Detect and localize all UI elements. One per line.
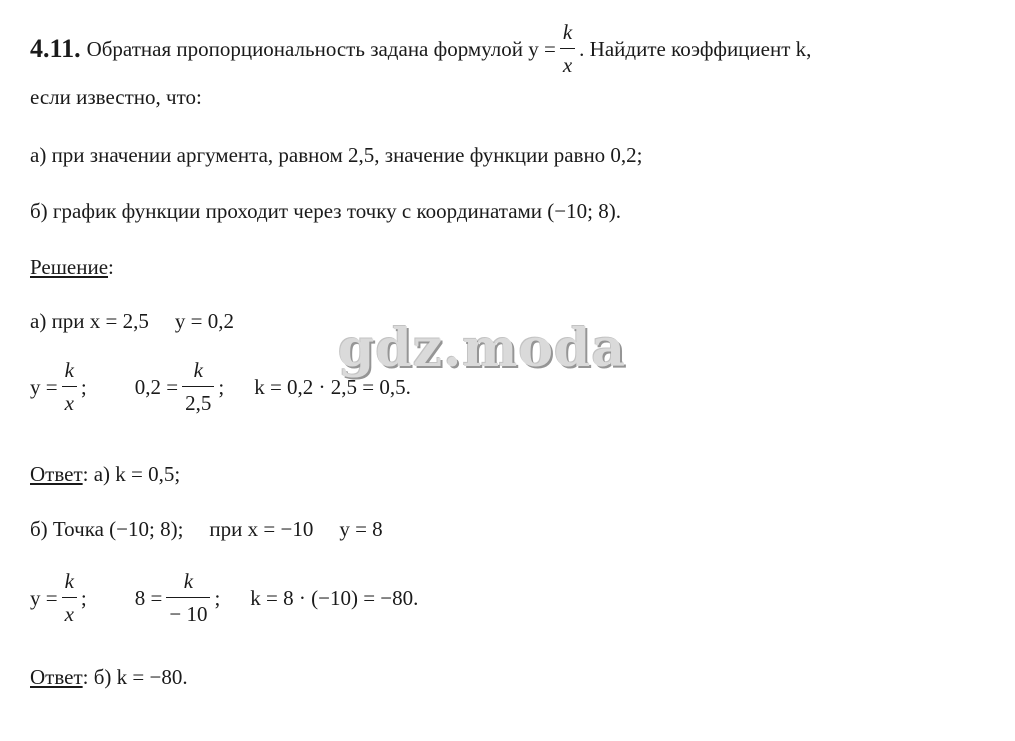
solution-b-given-x: при x = −10	[209, 517, 314, 541]
answer-b-label: Ответ	[30, 665, 83, 689]
answer-b	[30, 665, 188, 690]
problem-formula-fraction	[560, 22, 575, 76]
answer-a	[30, 462, 180, 487]
fraction-numerator: k	[64, 569, 74, 593]
solution-b-eq3: k = 8 · (−10) = −80.	[250, 585, 419, 610]
solution-a-eq2-fraction	[182, 360, 214, 414]
answer-b-text: : б) k = −80.	[82, 665, 188, 689]
solution-a-eq1-fraction	[62, 360, 77, 414]
fraction-bar	[62, 386, 77, 387]
solution-b-eq1-fraction	[62, 571, 77, 625]
solution-b-eq1-sep: ;	[80, 585, 87, 610]
answer-a-label: Ответ	[30, 462, 83, 486]
solution-b-given	[30, 517, 383, 542]
fraction-numerator: k	[193, 358, 203, 382]
problem-text-before: Обратная пропорциональность задана формулой y =	[86, 36, 556, 61]
fraction-denominator: x	[562, 53, 573, 77]
fraction-denominator: x	[64, 602, 74, 626]
problem-line-1	[30, 22, 811, 76]
solution-b-equations	[30, 571, 418, 625]
fraction-bar	[62, 597, 77, 598]
problem-text-after: . Найдите коэффициент k,	[579, 36, 812, 61]
solution-heading	[30, 255, 114, 280]
solution-a-given-y: y = 0,2	[174, 309, 234, 333]
fraction-bar	[166, 597, 210, 598]
problem-number: 4.11.	[30, 34, 81, 63]
problem-condition-intro: если известно, что:	[30, 85, 202, 109]
fraction-bar	[560, 48, 575, 49]
fraction-numerator: k	[562, 20, 573, 44]
problem-line-2	[30, 85, 202, 110]
solution-a-eq2-left: 0,2 =	[134, 374, 179, 399]
solution-a-given	[30, 309, 234, 334]
solution-b-given-point: б) Точка (−10; 8);	[30, 517, 184, 541]
solution-heading-colon: :	[108, 255, 114, 279]
problem-part-b	[30, 199, 621, 224]
fraction-numerator: k	[183, 569, 194, 593]
solution-a-eq3: k = 0,2 · 2,5 = 0,5.	[254, 374, 411, 399]
solution-heading-label: Решение	[30, 255, 109, 279]
answer-a-text: : а) k = 0,5;	[82, 462, 181, 486]
solution-b-eq2-fraction	[166, 571, 210, 625]
solution-a-given-x: а) при x = 2,5	[30, 309, 149, 333]
solution-a-eq2-sep: ;	[218, 374, 225, 399]
watermark-logo: gdz.moda	[338, 318, 627, 379]
fraction-denominator: − 10	[169, 602, 208, 626]
solution-b-given-y: y = 8	[339, 517, 383, 541]
fraction-numerator: k	[64, 358, 74, 382]
solution-a-eq1-sep: ;	[80, 374, 87, 399]
solution-b-eq1-left: y =	[30, 585, 58, 610]
problem-part-a	[30, 143, 643, 168]
fraction-denominator: x	[64, 391, 74, 415]
problem-part-a-text: а) при значении аргумента, равном 2,5, значение функции равно 0,2;	[30, 143, 643, 167]
solution-b-eq2-sep: ;	[214, 585, 221, 610]
fraction-denominator: 2,5	[185, 391, 212, 415]
solution-a-eq1-left: y =	[30, 374, 58, 399]
problem-part-b-text: б) график функции проходит через точку с координатами (−10; 8).	[30, 199, 621, 223]
fraction-bar	[182, 386, 214, 387]
solution-b-eq2-left: 8 =	[134, 585, 163, 610]
